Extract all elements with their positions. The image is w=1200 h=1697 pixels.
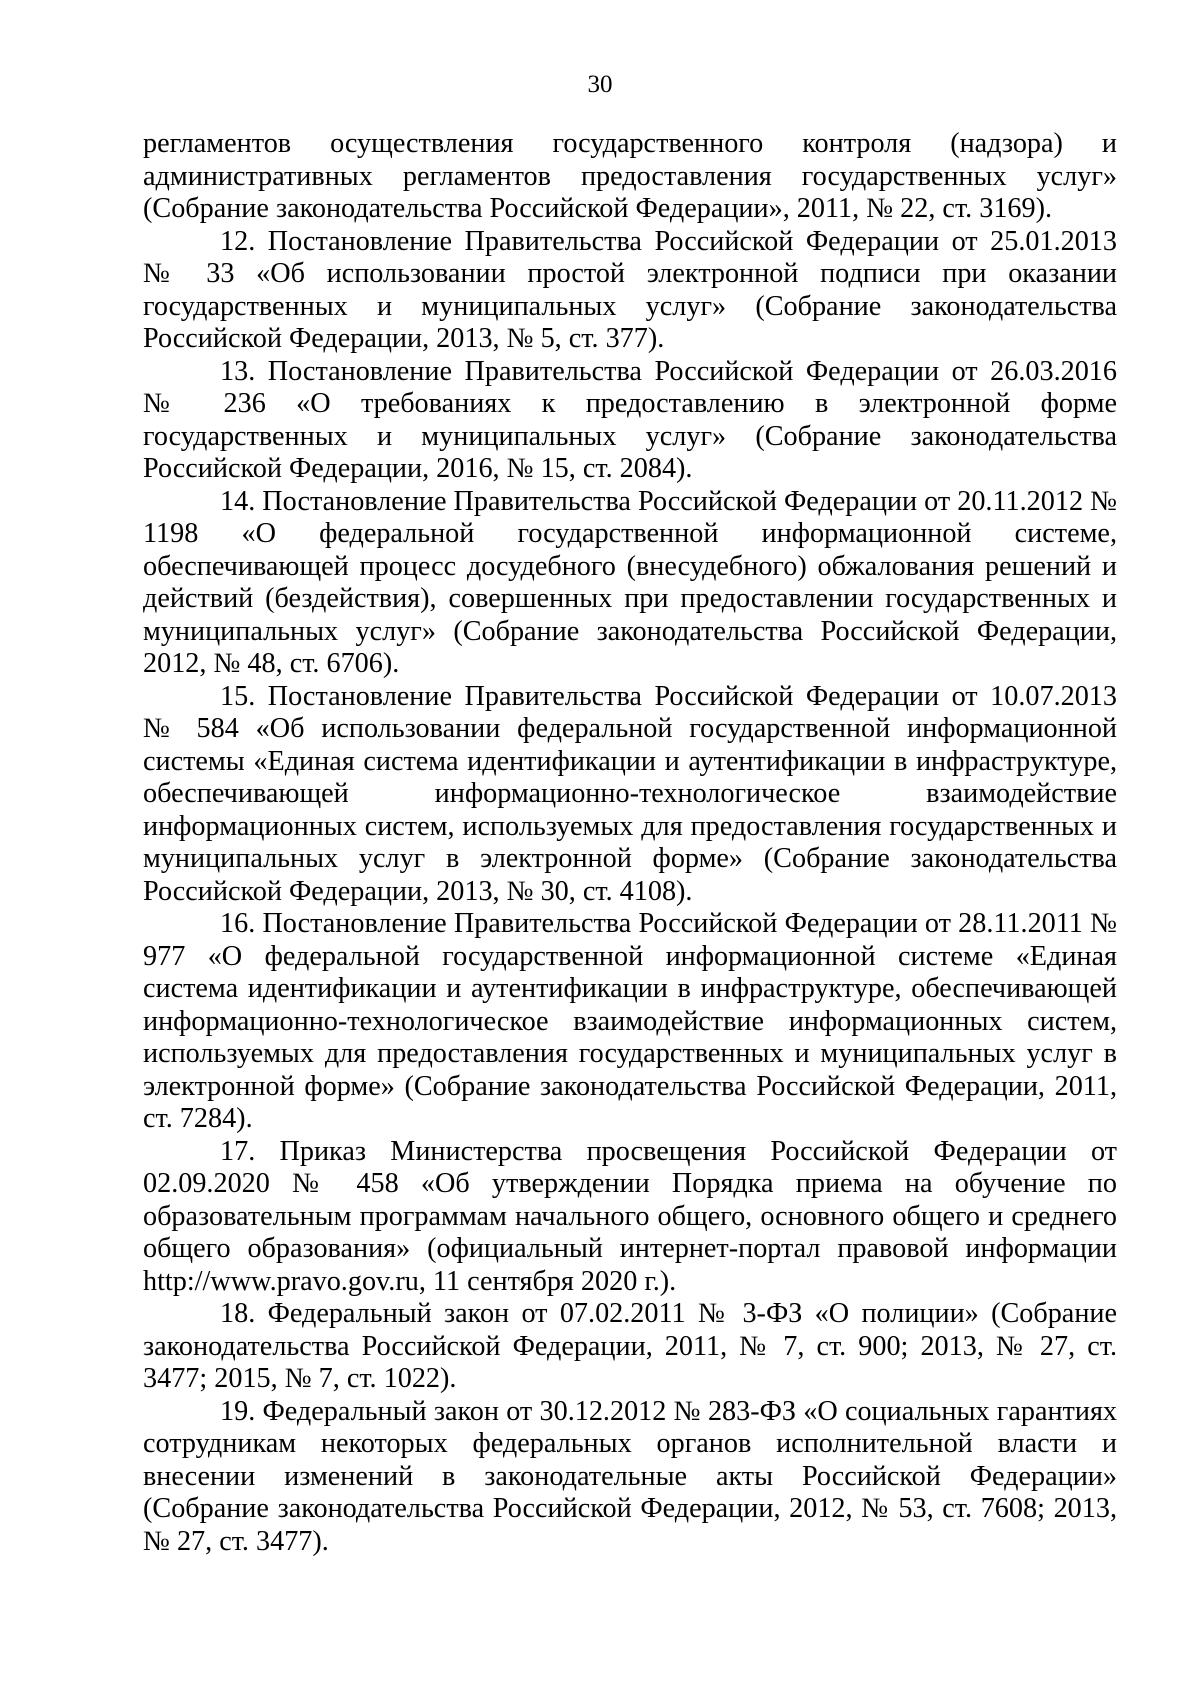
document-body	[143, 128, 1117, 1558]
paragraph-item-17: 17. Приказ Министерства просвещения Российской Федерации от 02.09.2020 № 458 «Об утверждении Порядка приема на обучение по образовательным программам начального общего, основного общего и среднего общего образования» (официальный интернет-портал правовой информации http://www.pravo.gov.ru, 11 сентября 2020 г.).	[143, 1135, 1117, 1297]
paragraph-item-14: 14. Постановление Правительства Российской Федерации от 20.11.2012 № 1198 «О федеральной государственной информационной системе, обеспечивающей процесс досудебного (внесудебного) обжалования решений и действий (бездействия), совершенных при предоставлении государственных и муниципальных услуг» (Собрание законодательства Российской Федерации, 2012, № 48, ст. 6706).	[143, 485, 1117, 679]
paragraph-item-19: 19. Федеральный закон от 30.12.2012 № 283-ФЗ «О социальных гарантиях сотрудникам некоторых федеральных органов исполнительной власти и внесении изменений в законодательные акты Российской Федерации» (Собрание законодательства Российской Федерации, 2012, № 53, ст. 7608; 2013, № 27, ст. 3477).	[143, 1395, 1117, 1557]
page-number: 30	[587, 71, 613, 98]
paragraph-item-15: 15. Постановление Правительства Российской Федерации от 10.07.2013 № 584 «Об использовании федеральной государственной информационной системы «Единая система идентификации и аутентификации в инфраструктуре, обеспечивающей информационно-технологическое взаимодействие информационных систем, используемых для предоставления государственных и муниципальных услуг в электронной форме» (Собрание законодательства Российской Федерации, 2013, № 30, ст. 4108).	[143, 680, 1117, 907]
paragraph-item-18: 18. Федеральный закон от 07.02.2011 № 3-ФЗ «О полиции» (Собрание законодательства Российской Федерации, 2011, № 7, ст. 900; 2013, № 27, ст. 3477; 2015, № 7, ст. 1022).	[143, 1298, 1117, 1394]
paragraph-item-13: 13. Постановление Правительства Российской Федерации от 26.03.2016 № 236 «О требованиях к предоставлению в электронной форме государственных и муниципальных услуг» (Собрание законодательства Российской Федерации, 2016, № 15, ст. 2084).	[143, 355, 1117, 484]
paragraph-item-12: 12. Постановление Правительства Российской Федерации от 25.01.2013 № 33 «Об использовании простой электронной подписи при оказании государственных и муниципальных услуг» (Собрание законодательства Российской Федерации, 2013, № 5, ст. 377).	[143, 225, 1117, 354]
paragraph-continuation: регламентов осуществления государственного контроля (надзора) и административных регламентов предоставления государственных услуг» (Собрание законодательства Российской Федерации», 2011, № 22, ст. 3169).	[143, 128, 1117, 224]
paragraph-item-16: 16. Постановление Правительства Российской Федерации от 28.11.2011 № 977 «О федеральной государственной информационной системе «Единая система идентификации и аутентификации в инфраструктуре, обеспечивающей информационно-технологическое взаимодействие информационных систем, используемых для предоставления государственных и муниципальных услуг в электронной форме» (Собрание законодательства Российской Федерации, 2011, ст. 7284).	[143, 908, 1117, 1134]
